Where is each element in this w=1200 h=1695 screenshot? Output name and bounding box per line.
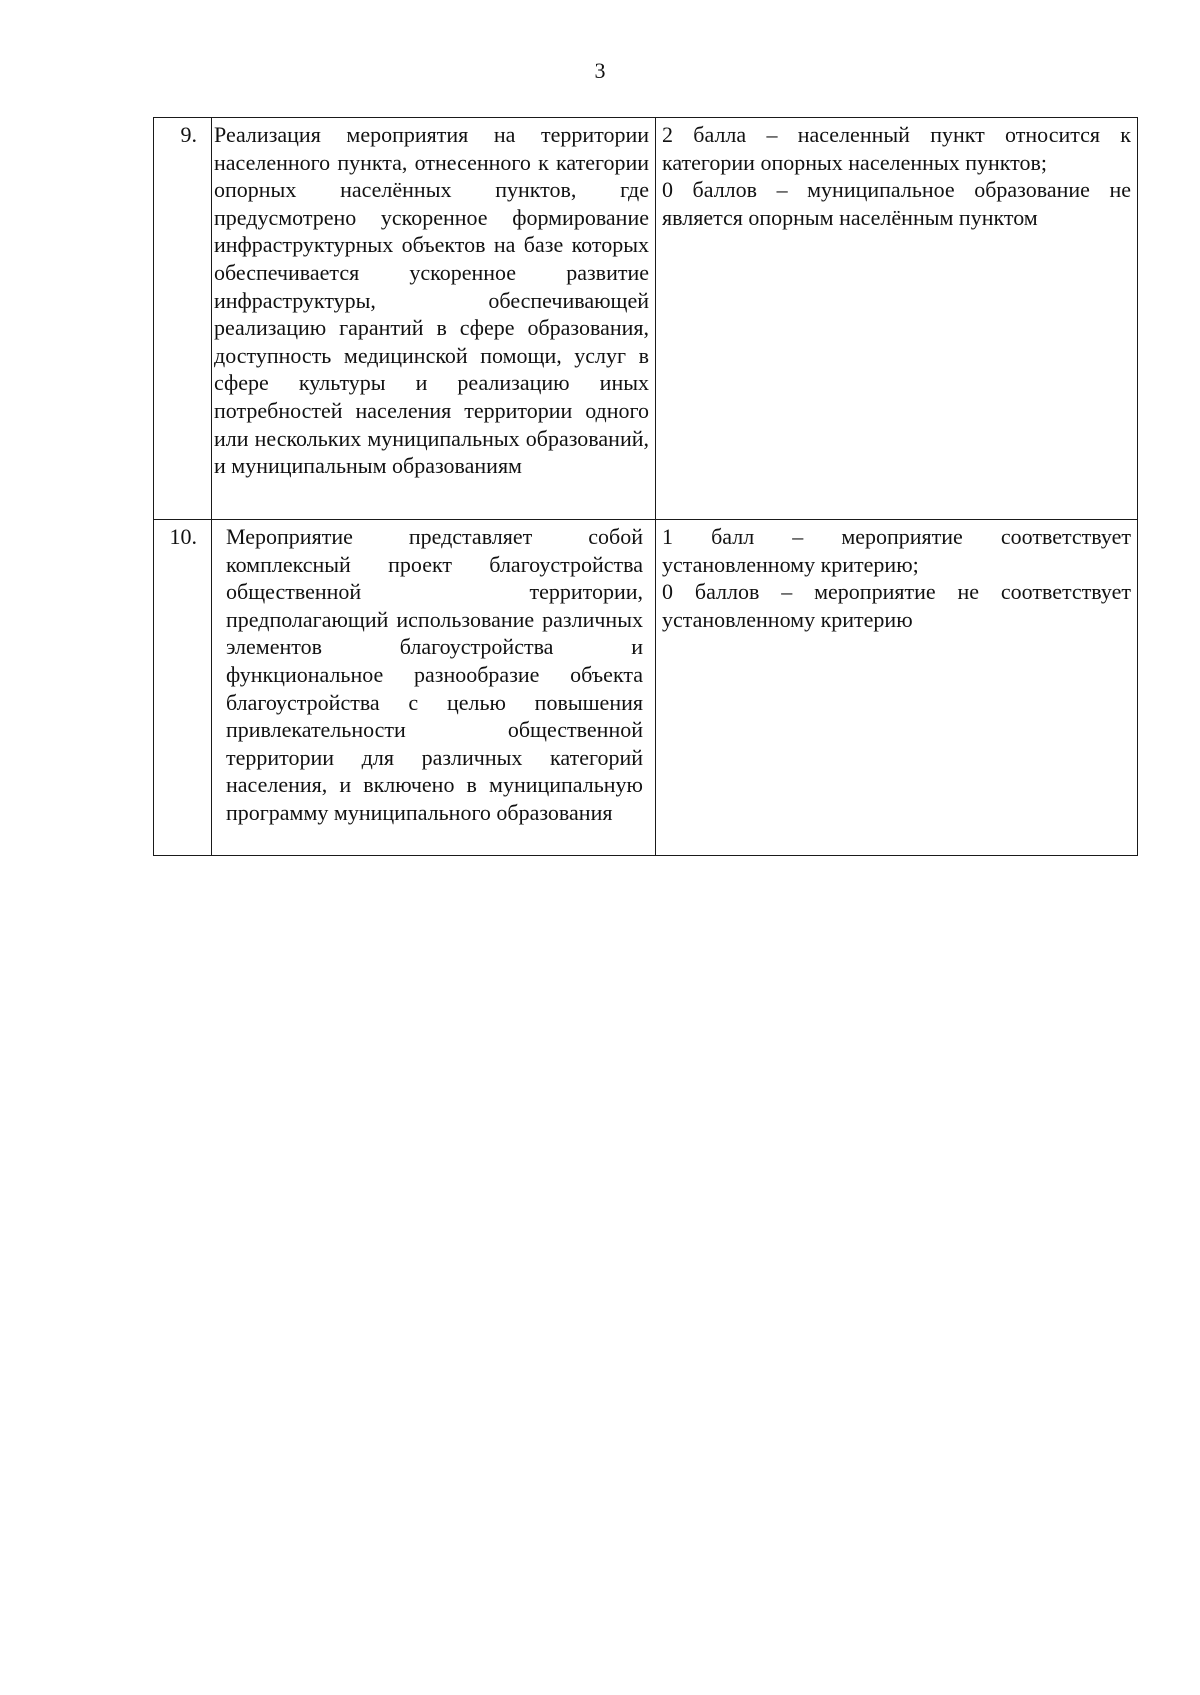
score-cell xyxy=(656,118,1138,520)
table-row xyxy=(154,118,1138,520)
score-line: 0 баллов – муниципальное образование не является опорным населённым пунктом xyxy=(662,177,1131,230)
score-line: 1 балл – мероприятие соответствует установленному критерию; xyxy=(662,524,1131,577)
criterion-cell: Реализация мероприятия на территории населенного пункта, отнесенного к категории опорных населённых пунктов, где предусмотрено ускоренное формирование инфраструктурных объектов на базе которых обеспечивается ускоренное развитие инфраструктуры, обеспечивающей реализацию гарантий в сфере образования, доступность медицинской помощи, услуг в сфере культуры и реализацию иных потребностей населения территории одного или нескольких муниципальных образований, и муниципальным образованиям xyxy=(212,118,656,520)
row-number: 9. xyxy=(154,118,212,520)
page-number: 3 xyxy=(594,58,606,83)
criterion-cell: Мероприятие представляет собой комплексный проект благоустройства общественной территории, предполагающий использование различных элементов благоустройства и функциональное разнообразие объекта благоустройства с целью повышения привлекательности общественной территории для различных категорий населения, и включено в муниципальную программу муниципального образования xyxy=(212,520,656,856)
row-number: 10. xyxy=(154,520,212,856)
score-cell xyxy=(656,520,1138,856)
score-line: 0 баллов – мероприятие не соответствует установленному критерию xyxy=(662,579,1131,632)
table-row xyxy=(154,520,1138,856)
criteria-table xyxy=(153,117,1138,856)
score-line: 2 балла – населенный пункт относится к категории опорных населенных пунктов; xyxy=(662,122,1131,175)
